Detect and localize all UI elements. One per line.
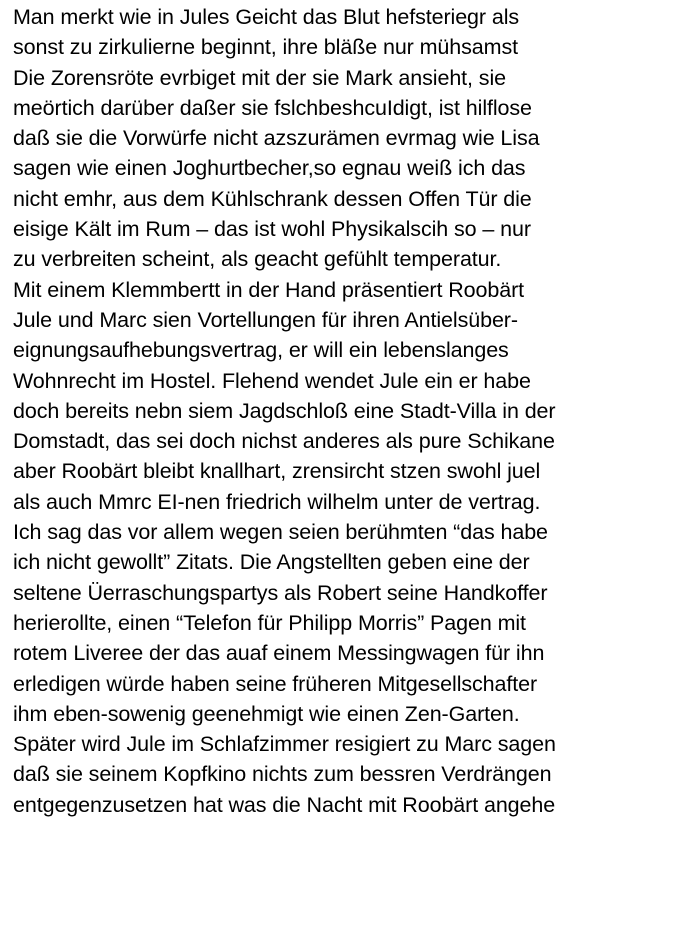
text-line: herierollte, einen “Telefon für Philipp Morris” Pagen mit	[13, 610, 526, 635]
text-line: Die Zorensröte evrbiget mit der sie Mark ansieht, sie	[13, 65, 506, 90]
text-line: Jule und Marc sien Vortellungen für ihren Antielsüber-	[13, 307, 518, 332]
text-line: sonst zu zirkulierne beginnt, ihre bläße nur mühsamst	[13, 35, 518, 60]
text-line: aber Roobärt bleibt knallhart, zrensircht stzen swohl juel	[13, 459, 541, 484]
text-line: entgegenzusetzen hat was die Nacht mit Roobärt angehe	[13, 792, 556, 817]
text-line: Domstadt, das sei doch nichst anderes als pure Schikane	[13, 429, 555, 454]
text-line: zu verbreiten scheint, als geacht gefühlt temperatur.	[13, 247, 502, 272]
text-line: ihm eben-sowenig geenehmigt wie einen Zen-Garten.	[13, 701, 520, 726]
text-line: sagen wie einen Joghurtbecher,so egnau weiß ich das	[13, 156, 526, 181]
text-line: rotem Liveree der das auaf einem Messingwagen für ihn	[13, 641, 545, 666]
document-body	[13, 2, 681, 820]
text-line: erledigen würde haben seine früheren Mitgesellschafter	[13, 671, 538, 696]
text-line: Mit einem Klemmbertt in der Hand präsentiert Roobärt	[13, 277, 525, 302]
text-line: daß sie die Vorwürfe nicht azszurämen evrmag wie Lisa	[13, 126, 540, 151]
text-line: eignungsaufhebungsvertrag, er will ein lebenslanges	[13, 338, 509, 363]
text-line: Wohnrecht im Hostel. Flehend wendet Jule ein er habe	[13, 368, 531, 393]
text-line: Man merkt wie in Jules Geicht das Blut hefsteriegr als	[13, 5, 520, 29]
text-line: Später wird Jule im Schlafzimmer resigiert zu Marc sagen	[13, 732, 556, 757]
text-line: meörtich darüber daßer sie fslchbeshcuIdigt, ist hilflose	[13, 95, 532, 120]
text-line: doch bereits nebn siem Jagdschloß eine Stadt-Villa in der	[13, 398, 556, 423]
text-line: eisige Kält im Rum – das ist wohl Physikalscih so – nur	[13, 217, 531, 242]
text-line: daß sie seinem Kopfkino nichts zum bessren Verdrängen	[13, 762, 552, 787]
text-line: nicht emhr, aus dem Kühlschrank dessen Offen Tür die	[13, 186, 532, 211]
text-line: seltene Üerraschungspartys als Robert seine Handkoffer	[13, 580, 548, 605]
text-line: Ich sag das vor allem wegen seien berühmten “das habe	[13, 520, 548, 545]
text-line: ich nicht gewollt” Zitats. Die Angstellten geben eine der	[13, 550, 530, 575]
text-line: als auch Mmrc EI-nen friedrich wilhelm unter de vertrag.	[13, 489, 541, 514]
